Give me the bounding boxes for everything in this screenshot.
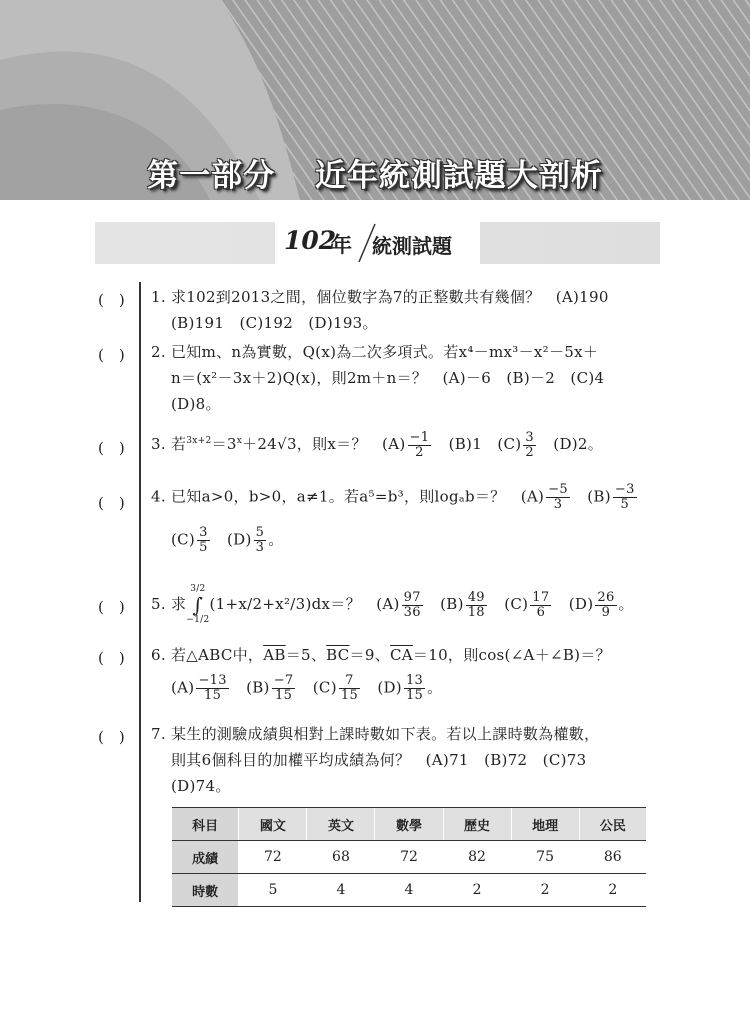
numerator: −7 (273, 673, 294, 688)
table-cell: 72 (375, 841, 443, 874)
table-cell: 2 (579, 874, 646, 907)
denominator: 15 (204, 688, 222, 703)
option-label: (C) (488, 595, 529, 613)
fraction (272, 674, 296, 703)
question-options: (D)8。 (171, 395, 221, 413)
fraction (546, 483, 570, 512)
fraction (595, 591, 616, 620)
question-text: 5. 求 (151, 595, 187, 613)
part-label: 第一部分 (147, 158, 276, 194)
chapter-title (0, 150, 750, 195)
denominator: 2 (415, 444, 424, 460)
segment-ab: $\overline{AB}$ (263, 646, 286, 664)
fraction (523, 431, 536, 460)
option-label: (D) (553, 595, 594, 613)
fraction (254, 526, 267, 555)
answer-blank-5[interactable]: ( ) (98, 598, 125, 616)
denominator: 3 (255, 540, 265, 555)
lower-limit: −1/2 (186, 615, 210, 625)
question-text: 6. 若△ABC中， (151, 646, 264, 664)
table-cell: 5 (239, 874, 307, 907)
fraction (402, 591, 423, 620)
exponent: 3x+2 (186, 436, 212, 446)
answer-blank-2[interactable]: ( ) (98, 346, 125, 364)
question-5 (151, 584, 634, 626)
question-text: 4. 已知a>0，b>0，a≠1。若a⁵=b³，則logₐb＝？ (A) (151, 487, 545, 506)
question-text: ＝10，則cos(∠A＋∠B)＝？ (412, 646, 611, 664)
table-cell: 2 (443, 874, 511, 907)
table-row-label: 時數 (172, 874, 239, 907)
question-1 (151, 284, 609, 336)
fraction (466, 591, 487, 620)
denominator: 6 (536, 604, 546, 620)
table-cell: 68 (307, 841, 375, 874)
numerator: 13 (405, 673, 424, 688)
section-year: 102 (284, 226, 337, 255)
table-header-cell: 歷史 (443, 808, 511, 841)
question-text: ＝3 (211, 435, 237, 453)
section-label: 統測試題 (372, 234, 452, 258)
question-text: 。 (618, 595, 634, 613)
denominator: 3 (553, 497, 563, 512)
numerator: 26 (597, 589, 615, 605)
fraction (530, 591, 551, 620)
option-label: (C) (297, 678, 337, 697)
denominator: 18 (467, 604, 485, 620)
answer-column-divider (139, 282, 141, 902)
denominator: 9 (601, 604, 611, 620)
denominator: 36 (403, 604, 421, 620)
question-3 (151, 428, 603, 460)
section-year-unit: 年 (331, 233, 352, 257)
question-text: 2. 已知m、n為實數，Q(x)為二次多項式。若x⁴－mx³－x²－5x＋ (151, 343, 599, 361)
option-label: (B) (424, 595, 464, 613)
table-cell: 82 (443, 841, 511, 874)
table-header-cell: 地理 (511, 808, 579, 841)
option-label: (B) (230, 678, 270, 697)
integrand: (1+x/2+x²/3)dx＝？ (209, 595, 377, 613)
numerator: 17 (532, 589, 550, 605)
question-options: (D)74。 (171, 777, 231, 795)
numerator: 3 (199, 525, 208, 540)
question-text-cont: 則其6個科目的加權平均成績為何？ (A)71 (B)72 (C)73 (171, 751, 587, 769)
table-row-label: 成績 (172, 841, 239, 874)
table-cell: 4 (375, 874, 443, 907)
question-text: (B) (571, 487, 611, 506)
numerator: 3 (525, 429, 534, 445)
numerator: −5 (548, 482, 568, 497)
denominator: 15 (275, 688, 293, 703)
question-text: 3. 若 (151, 435, 187, 453)
question-text: 。 (427, 678, 443, 697)
numerator: −1 (409, 429, 430, 445)
fraction (196, 674, 228, 703)
answer-blank-1[interactable]: ( ) (98, 291, 125, 309)
question-6 (151, 642, 611, 703)
question-options (151, 674, 611, 703)
option-label: (A) (171, 678, 195, 697)
question-text: 7. 某生的測驗成績與相對上課時數如下表。若以上課時數為權數， (151, 725, 600, 743)
denominator: 2 (525, 444, 534, 460)
question-text: ＋24√3，則x＝？ (A) (242, 435, 406, 453)
denominator: 15 (405, 688, 424, 703)
table-header-cell: 科目 (172, 808, 239, 841)
table-cell: 2 (511, 874, 579, 907)
numerator: 97 (403, 589, 421, 605)
denominator: 15 (340, 688, 359, 703)
option-label: (D) (211, 530, 252, 549)
table-cell: 86 (579, 841, 646, 874)
question-text-cont: n＝(x²－3x＋2)Q(x)，則2m＋n＝？ (A)－6 (B)－2 (C)4 (171, 369, 605, 387)
option-label: (A) (376, 595, 400, 613)
integral-limits (186, 584, 209, 626)
question-text: 。 (268, 530, 284, 549)
table-cell: 4 (307, 874, 375, 907)
table-cell: 72 (239, 841, 307, 874)
numerator: 49 (467, 589, 485, 605)
fraction (339, 674, 360, 703)
table-row (172, 841, 646, 874)
table-header-cell: 數學 (375, 808, 443, 841)
option-label: (D) (362, 678, 402, 697)
numerator: 7 (339, 674, 360, 689)
table-header-cell: 公民 (579, 808, 646, 841)
fraction (404, 674, 425, 703)
question-options (151, 526, 639, 555)
chapter-banner (0, 0, 750, 200)
question-text: (D)2。 (538, 435, 604, 453)
score-table (172, 807, 646, 907)
question-4 (151, 483, 639, 555)
question-text: 1. 求102到2013之間，個位數字為7的正整數共有幾個？ (A)190 (151, 288, 609, 306)
answer-blank-7[interactable]: ( ) (98, 728, 125, 746)
table-header-cell: 國文 (239, 808, 307, 841)
question-text: (B)1 (C) (433, 435, 522, 453)
numerator: −3 (614, 482, 635, 497)
exponent: x (236, 436, 243, 446)
question-7 (151, 721, 599, 799)
table-row (172, 874, 646, 907)
question-text: ＝5、 (285, 646, 327, 664)
table-header-cell: 英文 (307, 808, 375, 841)
numerator: 5 (255, 525, 265, 540)
integral-sign: ∫ (192, 593, 204, 617)
fraction (613, 483, 637, 512)
option-label: (C) (171, 530, 196, 549)
denominator: 5 (620, 497, 630, 512)
table-header-row (172, 808, 646, 841)
fraction (197, 526, 210, 555)
table-cell: 75 (511, 841, 579, 874)
answer-blank-6[interactable]: ( ) (98, 649, 125, 667)
upper-limit: 3/2 (190, 584, 206, 594)
denominator: 5 (199, 540, 208, 555)
numerator: −13 (198, 673, 227, 688)
question-options: (B)191 (C)192 (D)193。 (171, 314, 378, 332)
question-text: ＝9、 (349, 646, 390, 664)
answer-blank-3[interactable]: ( ) (98, 439, 125, 457)
segment-bc: $\overline{BC}$ (326, 646, 350, 664)
question-2 (151, 339, 604, 417)
fraction (408, 431, 432, 460)
segment-ca: $\overline{CA}$ (390, 646, 413, 664)
chapter-heading: 近年統測試題大剖析 (314, 158, 603, 194)
answer-blank-4[interactable]: ( ) (98, 494, 125, 512)
